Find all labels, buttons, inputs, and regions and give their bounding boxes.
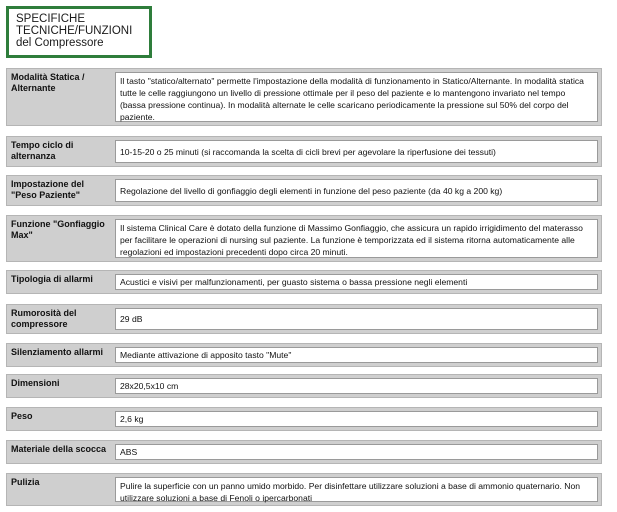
spec-row-tempo-ciclo: [6, 136, 602, 167]
spec-value: Il tasto "statico/alternato" permette l'impostazione della modalità di funzionamento in Statico/Alternante. In modalità statica tutte le celle raggiungono un livello di pressione ottimale per il peso del paziente e lo mantengono invariato nel tempo (bassa pressione continua). In modalità alternate le celle scaricano periodicamente la pressione sul 50% del corpo del paziente.: [115, 72, 598, 122]
spec-label: Dimensioni: [11, 378, 60, 388]
spec-row-peso: [6, 407, 602, 431]
spec-row-allarmi: [6, 270, 602, 294]
spec-row-rumorosita: [6, 304, 602, 334]
spec-label: Silenziamento allarmi: [11, 347, 104, 357]
spec-value: Regolazione del livello di gonfiaggio degli elementi in funzione del peso paziente (da 40 kg a 200 kg): [115, 179, 598, 202]
spec-label: Impostazione del "Peso Paziente": [11, 179, 85, 200]
spec-label: Modalità Statica / Alternante: [11, 72, 85, 93]
spec-label: Pulizia: [11, 477, 40, 487]
spec-value: 2,6 kg: [115, 411, 598, 427]
spec-row-materiale: [6, 440, 602, 464]
title-line-2: TECNICHE/FUNZIONI: [16, 25, 133, 37]
spec-label: Peso: [11, 411, 33, 421]
spec-value: 28x20,5x10 cm: [115, 378, 598, 394]
spec-row-gonfiaggio-max: [6, 215, 602, 262]
spec-row-peso-paziente: [6, 175, 602, 206]
title-line-1: SPECIFICHE: [16, 13, 86, 25]
spec-row-silenziamento: [6, 343, 602, 367]
spec-value: 10-15-20 o 25 minuti (si raccomanda la scelta di cicli brevi per agevolare la riperfusione dei tessuti): [115, 140, 598, 163]
document-title-box: [6, 6, 152, 58]
spec-label: Tempo ciclo di alternanza: [11, 140, 74, 161]
spec-value: ABS: [115, 444, 598, 460]
spec-value: Acustici e visivi per malfunzionamenti, per guasto sistema o bassa pressione negli elementi: [115, 274, 598, 290]
spec-value: Mediante attivazione di apposito tasto "Mute": [115, 347, 598, 363]
title-line-3: del Compressore: [16, 37, 104, 49]
spec-value: 29 dB: [115, 308, 598, 330]
spec-label: Tipologia di allarmi: [11, 274, 93, 284]
spec-label: Materiale della scocca: [11, 444, 107, 454]
spec-label: Rumorosità del compressore: [11, 308, 77, 329]
spec-value: Pulire la superficie con un panno umido morbido. Per disinfettare utilizzare soluzioni a base di ammonio quaternario. Non utilizzare soluzioni a base di Fenoli o ipercarbonati: [115, 477, 598, 502]
spec-value: Il sistema Clinical Care è dotato della funzione di Massimo Gonfiaggio, che assicura un rapido irrigidimento del materasso per facilitare le operazioni di nursing sul paziente. La funzione è temporizzata ed il sistema ritorna automaticamente alle regolazioni ed impostazioni precedenti dopo circa 20 minuti.: [115, 219, 598, 258]
spec-label: Funzione "Gonfiaggio Max": [11, 219, 105, 240]
spec-row-dimensioni: [6, 374, 602, 398]
spec-row-modalita: [6, 68, 602, 126]
spec-row-pulizia: [6, 473, 602, 506]
